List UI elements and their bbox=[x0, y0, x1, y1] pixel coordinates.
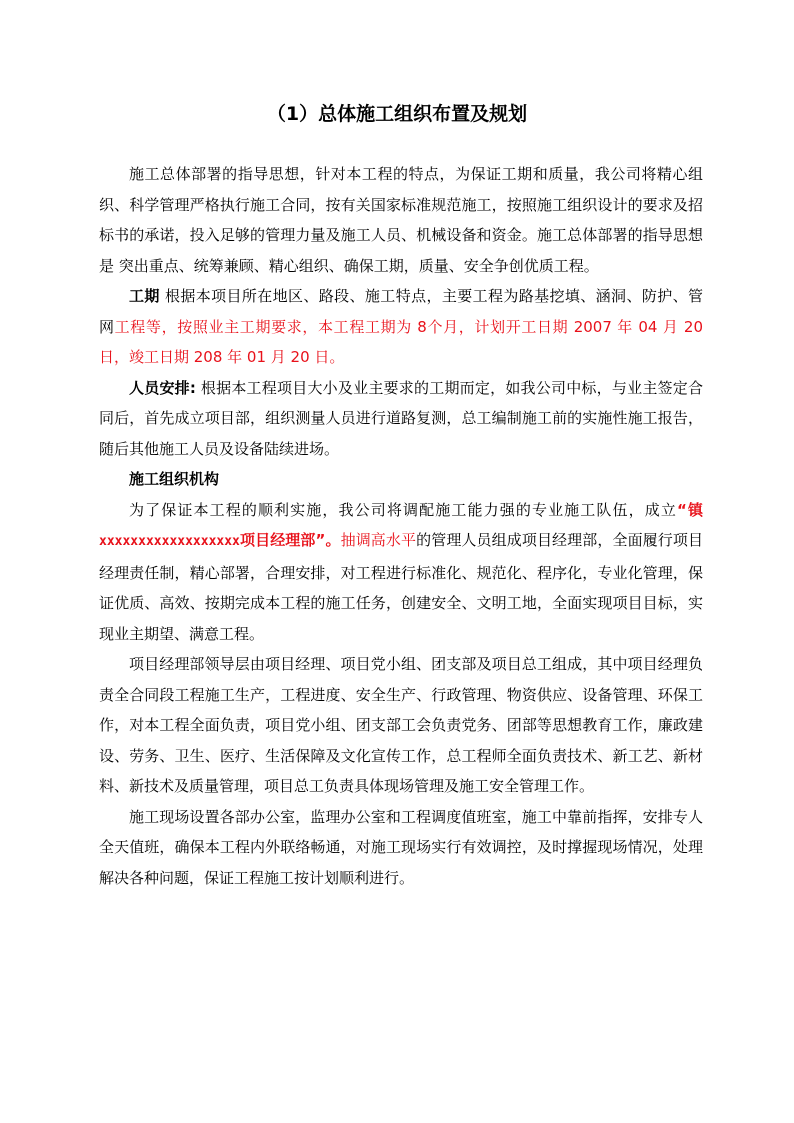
org-project-dept: 项目经理部”。 bbox=[239, 531, 341, 549]
section-title: （1）总体施工组织布置及规划 bbox=[266, 103, 528, 125]
paragraph-site-office: 施工现场设置各部办公室，监理办公室和工程调度值班室，施工中靠前指挥，安排专人全天值班，确保本工程内外联络畅通，对施工现场实行有效调控，及时撑握现场情况，处理解决各种问题，保证工程施工按计划顺利进行。 bbox=[99, 807, 703, 887]
paragraph-organization bbox=[99, 495, 703, 650]
org-text-intro: 为了保证本工程的顺利实施，我公司将调配施工能力强的专业施工队伍，成立 bbox=[129, 500, 678, 519]
paragraph-schedule bbox=[99, 281, 703, 373]
heading-organization: 施工组织机构 bbox=[129, 470, 220, 488]
schedule-dates-highlight: 工程等，按照业主工期要求，本工程工期为 8个月，计划开工日期 2007 年 04 月 20 日，竣工日期 208 年 01 月 20 日。 bbox=[99, 317, 703, 366]
org-quote-open: “镇 bbox=[677, 500, 703, 519]
staffing-label: 人员安排: bbox=[129, 378, 196, 397]
paragraph-leadership: 项目经理部领导层由项目经理、项目党小组、团支部及项目总工组成，其中项目经理负责全合同段工程施工生产，工程进度、安全生产、行政管理、物资供应、设备管理、环保工作，对本工程全面负责，项目党小组、团支部工会负责党务、团部等思想教育工作，廉政建设、劳务、卫生、医疗、生活保障及文化宣传工作，总工程师全面负责技术、新工艺、新材料、新技术及质量管理，项目总工负责具体现场管理及施工安全管理工作。 bbox=[99, 655, 703, 795]
schedule-label: 工期 bbox=[129, 287, 160, 305]
staffing-text: 根据本工程项目大小及业主要求的工期而定，如我公司中标，与业主签定合同后，首先成立项目部，组织测量人员进行道路复测，总工编制施工前的实施性施工报告，随后其他施工人员及设备陆续进场。 bbox=[99, 378, 703, 458]
org-project-placeholder: xxxxxxxxxxxxxxxxxx bbox=[99, 534, 240, 549]
org-highlight-staff: 抽调高水平 bbox=[340, 531, 417, 549]
org-text-rest: 的管理人员组成项目经理部，全面履行项目经理责任制，精心部署，合理安排，对工程进行标准化、规范化、程序化，专业化管理，保证优质、高效、按期完成本工程的施工任务，创建安全、文明工地，全面实现项目目标，实现业主期望、满意工程。 bbox=[99, 531, 703, 643]
paragraph-guiding-principle: 施工总体部署的指导思想，针对本工程的特点，为保证工期和质量，我公司将精心组织、科学管理严格执行施工合同，按有关国家标准规范施工，按照施工组织设计的要求及招标书的承诺，投入足够的管理力量及施工人员、机械设备和资金。施工总体部署的指导思想是 突出重点、统筹兼顾、精心组织、确保工期，质量、安全争创优质工程。 bbox=[99, 165, 703, 275]
schedule-text: 根据本项目所在地区、路段、施工特点，主要工程为路基挖填、涵洞、防护、管网 bbox=[99, 287, 703, 336]
paragraph-staffing bbox=[99, 373, 703, 465]
document-body bbox=[99, 159, 703, 893]
